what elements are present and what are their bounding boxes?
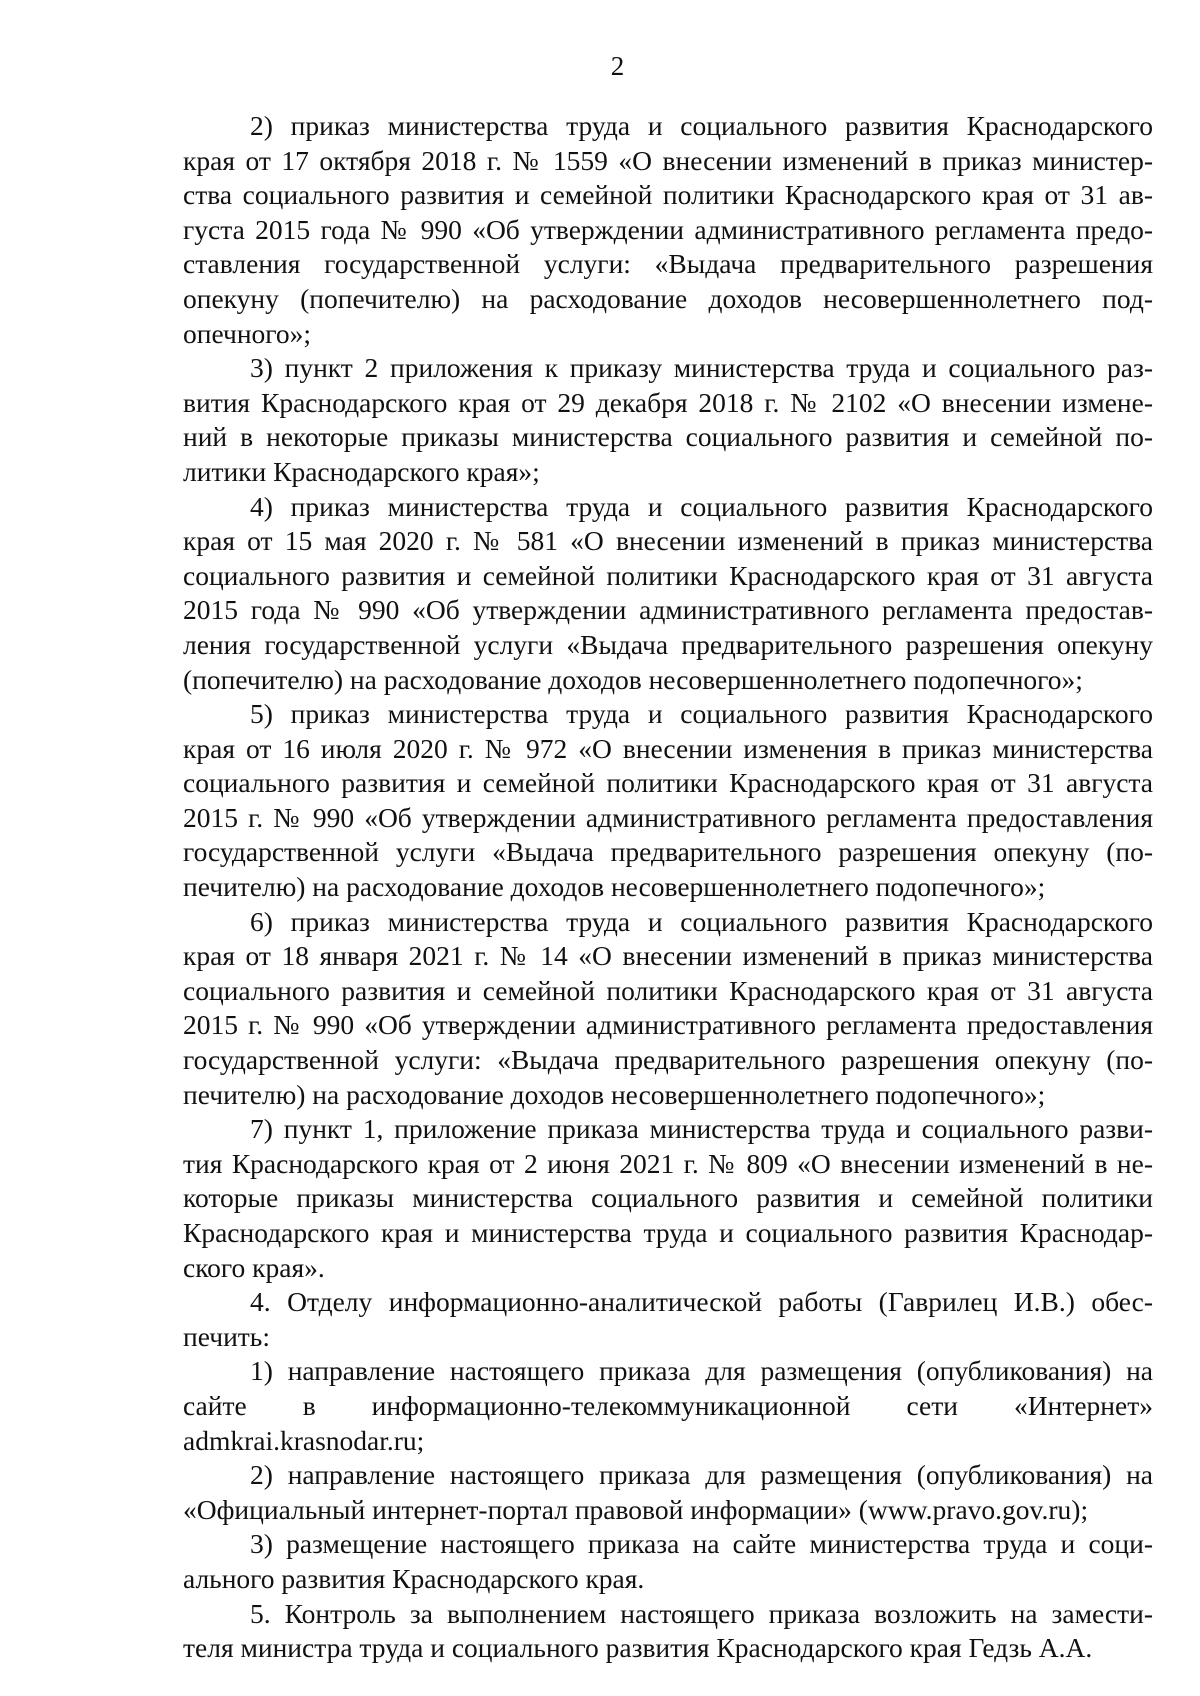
paragraph-item-5	[183, 697, 1153, 905]
text-line: 2) направление настоящего приказа для размещения (опубликования) на	[250, 1459, 1153, 1491]
text-line: теля министра труда и социального развития Краснодарского края Гедзь А.А.	[183, 1632, 1093, 1664]
paragraph-section-5	[183, 1597, 1153, 1666]
text-line: края от 16 июля 2020 г. № 972 «О внесении изменения в приказ министерства	[183, 732, 1153, 764]
text-line: ления государственной услуги «Выдача предварительного разрешения опекуну	[183, 628, 1153, 660]
text-line: 2015 года № 990 «Об утверждении административного регламента предостав-	[183, 594, 1153, 626]
text-line: края от 17 октября 2018 г. № 1559 «О внесении изменений в приказ министер-	[183, 144, 1153, 176]
text-line: ального развития Краснодарского края.	[183, 1562, 645, 1594]
text-line: ского края».	[183, 1251, 325, 1283]
text-line: тия Краснодарского края от 2 июня 2021 г. № 809 «О внесении изменений в не-	[183, 1147, 1153, 1179]
text-line: ставления государственной услуги: «Выдача предварительного разрешения	[183, 248, 1153, 280]
text-line: 3) пункт 2 приложения к приказу министерства труда и социального раз-	[250, 352, 1153, 384]
text-line: сайте в информационно-телекоммуникационной сети «Интернет»	[183, 1389, 1153, 1421]
paragraph-subitem-2	[183, 1458, 1153, 1527]
text-line: 4) приказ министерства труда и социального развития Краснодарского	[250, 490, 1153, 522]
text-line: государственной услуги «Выдача предварительного разрешения опекуну (по-	[183, 836, 1153, 868]
text-line: социального развития и семейной политики Краснодарского края от 31 августа	[183, 974, 1153, 1006]
text-line: печить:	[183, 1320, 270, 1352]
text-line: admkrai.krasnodar.ru;	[183, 1424, 425, 1456]
text-line: вития Краснодарского края от 29 декабря 2018 г. № 2102 «О внесении измене-	[183, 386, 1153, 418]
text-line: края от 18 января 2021 г. № 14 «О внесении изменений в приказ министерства	[183, 940, 1153, 972]
paragraph-subitem-1	[183, 1354, 1153, 1458]
text-line: социального развития и семейной политики Краснодарского края от 31 августа	[183, 767, 1153, 799]
text-line: густа 2015 года № 990 «Об утверждении административного регламента предо-	[183, 213, 1153, 245]
page-number: 2	[610, 51, 625, 81]
text-line: 6) приказ министерства труда и социального развития Краснодарского	[250, 905, 1153, 937]
text-line: печителю) на расходование доходов несовершеннолетнего подопечного»;	[183, 871, 1046, 903]
paragraph-subitem-3	[183, 1527, 1153, 1596]
document-body	[183, 109, 1153, 1666]
text-line: 5) приказ министерства труда и социального развития Краснодарского	[250, 698, 1153, 730]
text-line: (попечителю) на расходование доходов несовершеннолетнего подопечного»;	[183, 663, 1083, 695]
text-line: 2015 г. № 990 «Об утверждении административного регламента предоставления	[183, 801, 1153, 833]
text-line: 3) размещение настоящего приказа на сайте министерства труда и соци-	[250, 1528, 1153, 1560]
text-line: края от 15 мая 2020 г. № 581 «О внесении изменений в приказ министерства	[183, 525, 1153, 557]
paragraph-item-4	[183, 490, 1153, 698]
text-line: которые приказы министерства социального развития и семейной политики	[183, 1182, 1153, 1214]
text-line: государственной услуги: «Выдача предварительного разрешения опекуну (по-	[183, 1044, 1153, 1076]
text-line: ства социального развития и семейной политики Краснодарского края от 31 ав-	[183, 179, 1153, 211]
text-line: литики Краснодарского края»;	[183, 455, 540, 487]
text-line: ний в некоторые приказы министерства социального развития и семейной по-	[183, 421, 1153, 453]
paragraph-item-3	[183, 351, 1153, 489]
text-line: Краснодарского края и министерства труда и социального развития Краснодар-	[183, 1217, 1153, 1248]
paragraph-item-7	[183, 1112, 1153, 1285]
paragraph-item-2	[183, 109, 1153, 351]
text-line: опечного»;	[183, 317, 312, 349]
text-line: 2) приказ министерства труда и социального развития Краснодарского	[250, 110, 1153, 141]
paragraph-item-6	[183, 905, 1153, 1113]
text-line: 5. Контроль за выполнением настоящего приказа возложить на замести-	[250, 1597, 1153, 1629]
text-line: 4. Отделу информационно-аналитической работы (Гаврилец И.В.) обес-	[250, 1286, 1153, 1318]
text-line: «Официальный интернет-портал правовой информации» (www.pravo.gov.ru);	[183, 1493, 1089, 1525]
text-line: 1) направление настоящего приказа для размещения (опубликования) на	[250, 1355, 1153, 1387]
paragraph-section-4	[183, 1285, 1153, 1354]
text-line: 7) пункт 1, приложение приказа министерства труда и социального разви-	[250, 1113, 1153, 1145]
text-line: 2015 г. № 990 «Об утверждении административного регламента предоставления	[183, 1009, 1153, 1041]
text-line: печителю) на расходование доходов несовершеннолетнего подопечного»;	[183, 1078, 1046, 1110]
text-line: опекуну (попечителю) на расходование доходов несовершеннолетнего под-	[183, 282, 1153, 314]
text-line: социального развития и семейной политики Краснодарского края от 31 августа	[183, 559, 1153, 591]
